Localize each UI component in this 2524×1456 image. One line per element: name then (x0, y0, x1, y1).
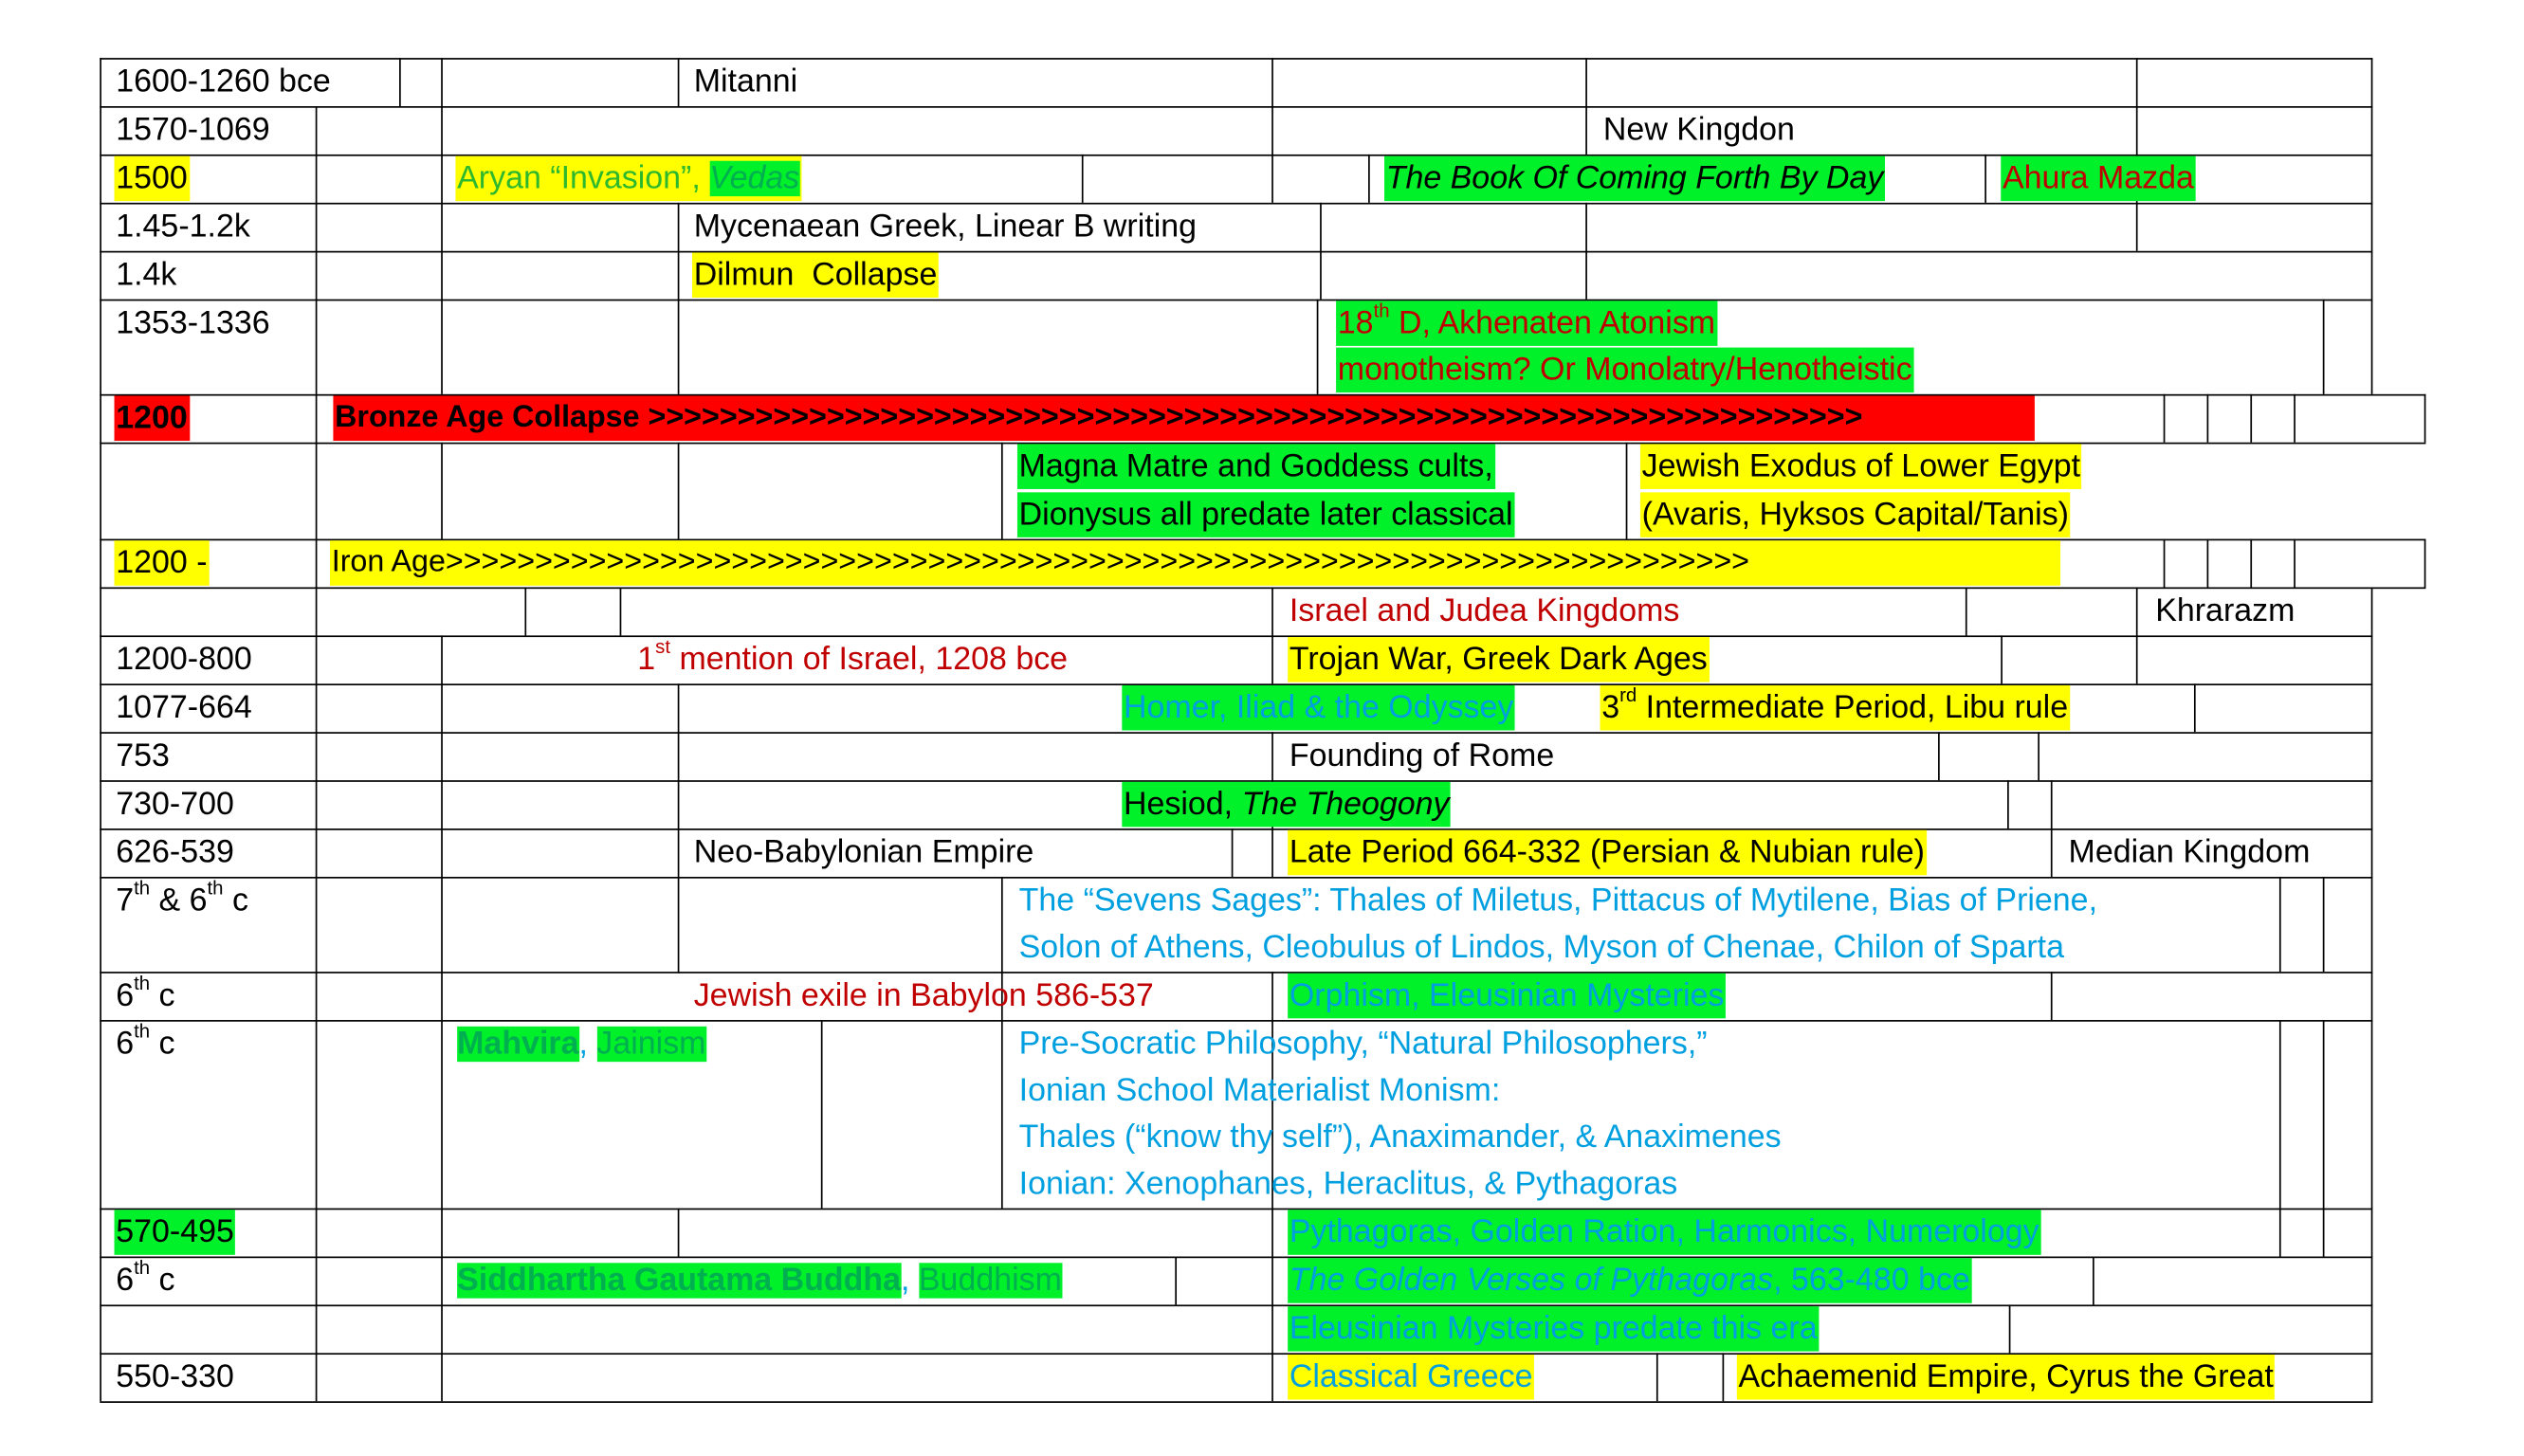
col-rule (2164, 394, 2166, 443)
seven-sages-line2: Solon of Athens, Cleobulus of Lindos, Myson of Chenae, Chilon of Sparta (1018, 929, 2064, 966)
golden-verses-dates: , 563-480 bce (1773, 1263, 1970, 1299)
mahvira-cell (455, 1022, 707, 1067)
date-cell (115, 879, 250, 924)
founding-rome-cell: Founding of Rome (1289, 738, 1555, 774)
col-rule (2323, 1020, 2325, 1256)
akhenaten-text: D, Akhenaten Atonism (1389, 305, 1716, 341)
col-rule (100, 58, 101, 1401)
mycenaean-cell: Mycenaean Greek, Linear B writing (693, 209, 1198, 245)
col-rule (2136, 58, 2138, 251)
hesiod-cell (1122, 782, 1451, 828)
achaemenid-cell: Achaemenid Empire, Cyrus the Great (1737, 1355, 2276, 1400)
col-rule (821, 1020, 823, 1209)
col-rule (1585, 203, 1587, 300)
date-cell: 730-700 (116, 786, 234, 823)
date-cell: 1200 - (115, 540, 210, 586)
col-rule (678, 443, 680, 539)
col-rule (620, 587, 622, 635)
pre-socratic-cell: Pre-Socratic Philosophy, “Natural Philosophers,” (1018, 1026, 1708, 1063)
col-rule (441, 443, 443, 539)
col-rule (399, 58, 401, 106)
date-part: c (223, 883, 248, 919)
col-rule (1723, 1353, 1725, 1401)
akhenaten-num: 18 (1337, 305, 1374, 341)
col-rule (1320, 203, 1322, 300)
col-rule (2424, 394, 2426, 443)
orphism-cell: Orphism, Eleusinian Mysteries (1288, 974, 1726, 1019)
pythagoras-cell: Pythagoras, Golden Ration, Harmonics, Numerology (1288, 1210, 2040, 1255)
row-rule (100, 1401, 2372, 1403)
spacer (701, 161, 709, 196)
col-rule (2207, 394, 2209, 443)
akhenaten-sup: th (1373, 300, 1390, 323)
israel-judea-cell: Israel and Judea Kingdoms (1289, 593, 1680, 629)
col-rule (678, 203, 680, 394)
golden-verses-cell (1288, 1258, 1971, 1303)
col-rule (2250, 394, 2252, 443)
bronze-age-collapse-cell: Bronze Age Collapse >>>>>>>>>>>>>>>>>>>>>>>>>>>>>>>>>>>>>>>>>>>>>>>>>>>>>>>>>>>>>>>>>>>> (333, 396, 2034, 442)
date-cell: 626-539 (116, 834, 234, 871)
late-period-cell: Late Period 664-332 (Persian & Nubian rule) (1288, 830, 1926, 876)
classical-greece-cell: Classical Greece (1288, 1355, 1534, 1400)
col-rule (1232, 828, 1234, 877)
date-sup: th (134, 877, 151, 901)
date-sup: th (207, 877, 224, 901)
jewish-exodus-line2: (Avaris, Hyksos Capital/Tanis) (1640, 492, 2071, 537)
col-rule (1317, 300, 1319, 394)
date-cell: 1.4k (116, 257, 177, 293)
khrarazm-cell: Khrarazm (2155, 593, 2295, 629)
date-part: 7 (116, 883, 135, 919)
neo-babylonian-cell: Neo-Babylonian Empire (693, 834, 1034, 871)
date-cell: 1200-800 (116, 642, 252, 678)
col-rule (678, 58, 680, 106)
col-rule (2323, 300, 2325, 394)
date-part: & 6 (150, 883, 208, 919)
date-cell: 1570-1069 (116, 112, 270, 149)
jewish-exodus-cell: Jewish Exodus of Lower Egypt (1640, 444, 2082, 489)
date-part: 6 (116, 1263, 135, 1299)
col-rule (1175, 1257, 1177, 1305)
hesiod-text: Hesiod, (1123, 786, 1242, 823)
col-rule (1271, 58, 1273, 203)
iron-age-cell: Iron Age>>>>>>>>>>>>>>>>>>>>>>>>>>>>>>>>>>>>>>>>>>>>>>>>>>>>>>>>>>>>>>>>>>>>>>>>> (330, 540, 2060, 586)
col-rule (1984, 155, 1986, 203)
buddhism-text: Buddhism (918, 1263, 1062, 1299)
aryan-invasion-cell (455, 156, 801, 202)
book-of-coming-forth-cell: The Book Of Coming Forth By Day (1384, 156, 1885, 202)
jewish-exile-cell: Jewish exile in Babylon 586-537 (693, 977, 1154, 1014)
pre-socratic-line3: Thales (“know thy self”), Anaximander, & Anaximenes (1018, 1119, 1782, 1156)
col-rule (2009, 1304, 2011, 1353)
col-rule (2051, 780, 2053, 877)
pre-socratic-line4: Ionian: Xenophanes, Heraclitus, & Pythagoras (1018, 1166, 1678, 1202)
col-rule (2424, 539, 2426, 588)
col-rule (678, 683, 680, 973)
col-rule (524, 587, 526, 635)
col-rule (1271, 587, 1273, 683)
jainism-text: Jainism (596, 1026, 706, 1063)
col-rule (2051, 972, 2053, 1020)
third-num: 3 (1601, 690, 1620, 726)
third-intermediate-cell (1600, 685, 2070, 731)
row-rule (100, 587, 2425, 589)
col-rule (1001, 877, 1003, 1209)
date-part: c (150, 977, 175, 1014)
buddha-cell (455, 1258, 1063, 1303)
col-rule (2207, 539, 2209, 588)
col-rule (2093, 1257, 2094, 1305)
col-rule (1626, 443, 1628, 539)
date-cell: 1353-1336 (116, 305, 270, 341)
pre-socratic-line2: Ionian School Materialist Monism: (1018, 1073, 1501, 1109)
col-rule (1656, 1353, 1658, 1401)
comma: , (578, 1026, 597, 1063)
col-rule (2371, 58, 2373, 394)
trojan-war-cell: Trojan War, Greek Dark Ages (1288, 637, 1709, 682)
date-cell: 1077-664 (116, 690, 252, 726)
col-rule (2294, 394, 2295, 443)
mitanni-cell: Mitanni (693, 64, 798, 100)
col-rule (1082, 155, 1084, 203)
date-cell (115, 974, 177, 1019)
col-rule (2038, 732, 2039, 780)
col-rule (1966, 587, 1967, 635)
seven-sages-cell: The “Sevens Sages”: Thales of Miletus, Pittacus of Mytilene, Bias of Priene, (1018, 883, 2098, 919)
col-rule (1938, 732, 1940, 780)
col-rule (1368, 155, 1370, 203)
median-kingdom-cell: Median Kingdom (2068, 834, 2311, 871)
col-rule (2007, 780, 2009, 828)
date-cell: 753 (116, 738, 170, 774)
new-kingdom-cell: New Kingdon (1602, 112, 1795, 149)
akhenaten-line2: monotheism? Or Monolatry/Henotheistic (1336, 348, 1913, 393)
col-rule (2279, 877, 2281, 972)
col-rule (1001, 443, 1003, 539)
col-rule (316, 106, 318, 1401)
israel-sup: st (655, 635, 671, 659)
col-rule (2164, 539, 2166, 588)
col-rule (2279, 1020, 2281, 1256)
eleusinian-cell: Eleusinian Mysteries predate this era (1288, 1306, 1819, 1352)
date-cell: 1.45-1.2k (116, 209, 250, 245)
magna-matre-cell: Magna Matre and Goddess cults, (1017, 444, 1495, 489)
buddha-text: Siddhartha Gautama Buddha (457, 1263, 902, 1299)
col-rule (2136, 587, 2138, 683)
israel-mention-cell (636, 637, 1070, 682)
date-part: 6 (116, 1026, 135, 1063)
date-cell: 1600-1260 bce (116, 64, 331, 100)
homer-cell: Homer, Iliad & the Odyssey (1122, 685, 1515, 731)
israel-text: mention of Israel, 1208 bce (670, 642, 1069, 678)
date-part: c (150, 1026, 175, 1063)
date-cell: 1500 (115, 156, 190, 202)
third-text: Intermediate Period, Libu rule (1637, 690, 2069, 726)
akhenaten-cell (1336, 300, 1717, 346)
golden-verses-title: The Golden Verses of Pythagoras (1289, 1263, 1774, 1299)
ahura-mazda-cell: Ahura Mazda (2001, 156, 2195, 202)
aryan-text: Aryan “Invasion”, (457, 160, 701, 197)
date-part: 6 (116, 977, 135, 1014)
mahvira-text: Mahvira (457, 1026, 579, 1063)
col-rule (2001, 635, 2003, 683)
third-sup: rd (1619, 683, 1637, 707)
date-sup: th (134, 972, 151, 995)
comma: , (901, 1263, 919, 1299)
col-rule (2250, 539, 2252, 588)
israel-num: 1 (637, 642, 656, 678)
col-rule (2294, 539, 2295, 588)
theogony-text: The Theogony (1241, 786, 1450, 823)
magna-matre-line2: Dionysus all predate later classical (1017, 492, 1514, 537)
col-rule (1271, 732, 1273, 780)
col-rule (2323, 877, 2325, 972)
col-rule (1585, 58, 1587, 155)
col-rule (678, 1209, 680, 1257)
col-rule (2194, 683, 2196, 732)
date-cell: 550-330 (116, 1359, 234, 1395)
date-cell (115, 1258, 177, 1303)
date-sup: th (134, 1020, 151, 1044)
date-cell: 570-495 (115, 1210, 236, 1255)
dilmun-collapse-cell: Dilmun Collapse (692, 252, 939, 298)
vedas-text: Vedas (709, 160, 800, 197)
date-cell (115, 1022, 177, 1067)
col-rule (441, 635, 443, 1401)
date-sup: th (134, 1257, 151, 1280)
date-cell: 1200 (115, 396, 190, 442)
date-part: c (150, 1263, 175, 1299)
col-rule (2371, 587, 2373, 1401)
col-rule (441, 58, 443, 394)
